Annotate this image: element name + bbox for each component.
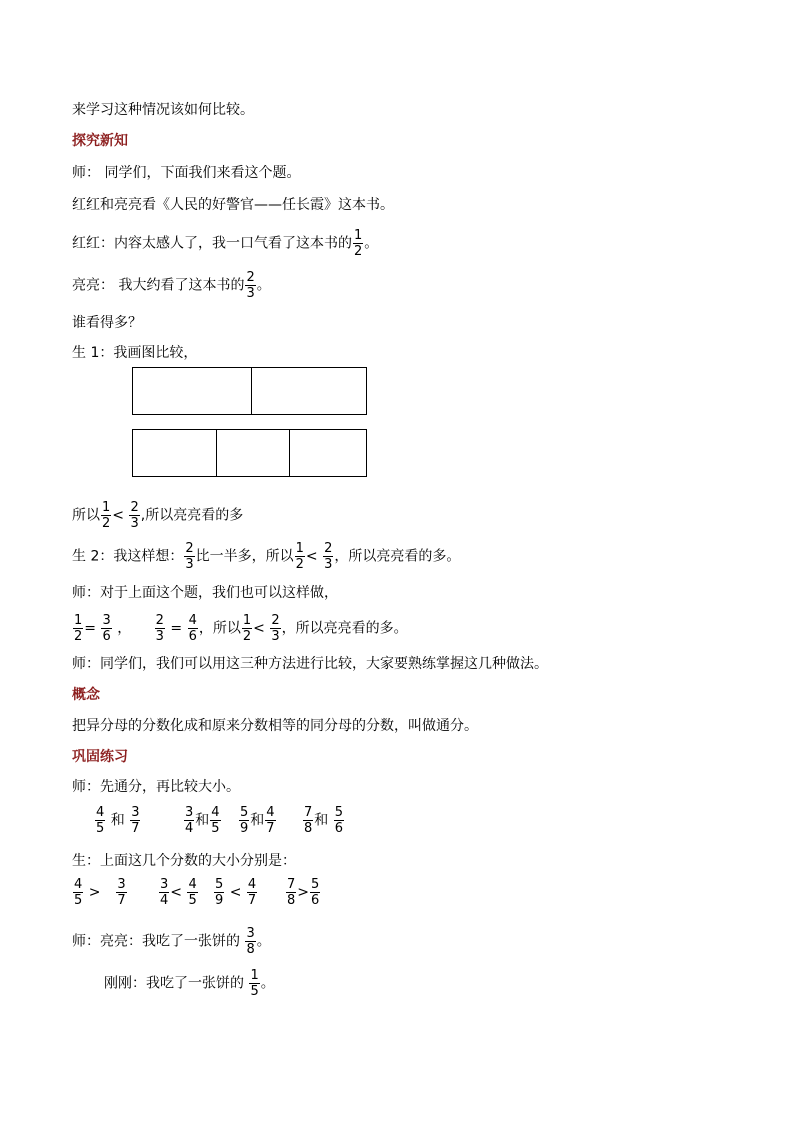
greater-than-sign: > [297, 884, 310, 901]
denominator: 2 [74, 629, 83, 644]
numerator: 4 [266, 805, 275, 820]
fraction [101, 613, 111, 644]
numerator: 5 [240, 805, 249, 820]
numerator: 4 [211, 805, 220, 820]
fraction-bar-halves [132, 367, 367, 415]
comparison-result [285, 877, 321, 908]
denominator: 9 [215, 893, 224, 908]
intro-text: 来学习这种情况该如何比较。 [72, 102, 254, 118]
fraction [159, 877, 169, 908]
heading-practice: 巩固练习 [72, 749, 128, 765]
numerator: 2 [271, 613, 280, 628]
denominator: 4 [160, 893, 169, 908]
practice-pair [94, 805, 141, 836]
text: 刚刚：我吃了一张饼的 [104, 975, 244, 992]
student1-line: 生 1：我画图比较， [72, 345, 198, 361]
numerator: 4 [188, 613, 197, 628]
fraction [310, 877, 320, 908]
equals-sign: = [170, 620, 183, 637]
numerator: 3 [117, 877, 126, 892]
liangliang-text: 亮亮： 我大约看了这本书的 [72, 277, 245, 294]
numerator: 1 [74, 613, 83, 628]
denominator: 9 [240, 821, 249, 836]
bar-divider [289, 430, 290, 476]
teacher-line-1: 师： 同学们，下面我们来看这个题。 [72, 165, 301, 181]
denominator: 6 [102, 629, 111, 644]
denominator: 8 [246, 942, 255, 957]
numerator: 1 [242, 613, 252, 628]
numerator: 1 [295, 541, 304, 556]
concept-definition: 把异分母的分数化成和原来分数相等的同分母的分数，叫做通分。 [72, 718, 478, 734]
denominator: 5 [211, 821, 220, 836]
punctuation: 。 [256, 933, 271, 950]
numerator: 2 [185, 541, 194, 556]
numerator: 2 [324, 541, 333, 556]
numerator: 5 [334, 805, 344, 820]
text: ,所以亮亮看的多 [140, 507, 244, 524]
fraction [155, 613, 165, 644]
student2-line [72, 541, 460, 572]
text: ，所以亮亮看的多。 [334, 548, 461, 565]
fraction [323, 541, 333, 572]
numerator: 2 [130, 500, 139, 515]
denominator: 2 [102, 516, 111, 531]
text: 师：亮亮：我吃了一张饼的 [72, 933, 240, 950]
fraction [353, 228, 363, 259]
numerator: 1 [250, 968, 259, 983]
text: 所以 [72, 507, 100, 524]
teacher-line-5 [72, 926, 271, 957]
denominator: 5 [74, 893, 83, 908]
fraction [129, 500, 139, 531]
numerator: 3 [160, 877, 169, 892]
denominator: 7 [266, 821, 275, 836]
denominator: 6 [334, 821, 344, 836]
numerator: 5 [215, 877, 224, 892]
less-than-sign: < [170, 884, 183, 901]
punctuation: 。 [364, 235, 379, 252]
numerator: 3 [246, 926, 255, 941]
punctuation: 。 [260, 975, 275, 992]
fraction [130, 805, 140, 836]
fraction [214, 877, 224, 908]
teacher-line-4: 师：先通分，再比较大小。 [72, 779, 240, 795]
numerator: 5 [311, 877, 320, 892]
denominator: 3 [324, 557, 333, 572]
numerator: 3 [131, 805, 140, 820]
teacher-line-2: 师：对于上面这个题，我们也可以这样做， [72, 585, 338, 601]
numerator: 4 [96, 805, 105, 820]
text: 比一半多，所以 [195, 548, 294, 565]
separator: ， [117, 620, 132, 637]
text: ，所以亮亮看的多。 [281, 620, 408, 637]
numerator: 4 [188, 877, 197, 892]
denominator: 3 [130, 516, 139, 531]
and-word: 和 [314, 812, 329, 829]
and-word: 和 [110, 812, 125, 829]
denominator: 2 [295, 557, 304, 572]
fraction [265, 805, 275, 836]
fraction [116, 877, 126, 908]
equation-line [72, 613, 408, 644]
practice-pair [183, 805, 222, 836]
denominator: 4 [185, 821, 194, 836]
denominator: 3 [155, 629, 164, 644]
practice-pair [302, 805, 345, 836]
fraction [270, 613, 280, 644]
gang-line [104, 968, 275, 999]
teacher-line-3: 师：同学们，我们可以用这三种方法进行比较，大家要熟练掌握这几种做法。 [72, 656, 548, 672]
and-word: 和 [250, 812, 265, 829]
fraction [239, 805, 249, 836]
denominator: 5 [188, 893, 197, 908]
denominator: 5 [96, 821, 105, 836]
and-word: 和 [195, 812, 210, 829]
practice-pair [238, 805, 277, 836]
denominator: 5 [250, 984, 259, 999]
text: 生 2：我这样想： [72, 548, 184, 565]
student3-line: 生：上面这几个分数的大小分别是： [72, 853, 296, 869]
fraction [188, 613, 198, 644]
less-than-sign: < [229, 884, 242, 901]
heading-explore: 探究新知 [72, 133, 128, 149]
denominator: 7 [131, 821, 140, 836]
denominator: 6 [311, 893, 320, 908]
denominator: 7 [117, 893, 126, 908]
conclusion-line-1 [72, 500, 243, 531]
fraction [187, 877, 197, 908]
equals-sign: = [84, 620, 97, 637]
fraction [303, 805, 313, 836]
honghong-text: 红红：内容太感人了，我一口气看了这本书的 [72, 235, 352, 252]
numerator: 2 [155, 613, 164, 628]
denominator: 3 [271, 629, 280, 644]
less-than-sign: < [305, 548, 318, 565]
fraction [184, 541, 194, 572]
numerator: 2 [246, 270, 255, 285]
punctuation: 。 [256, 277, 271, 294]
denominator: 6 [188, 629, 197, 644]
greater-than-sign: > [88, 884, 101, 901]
fraction [334, 805, 344, 836]
fraction [95, 805, 105, 836]
denominator: 2 [242, 629, 252, 644]
bar-divider [251, 368, 252, 414]
numerator: 1 [354, 228, 363, 243]
fraction [295, 541, 305, 572]
story-line: 红红和亮亮看《人民的好警官——任长霞》这本书。 [72, 197, 394, 213]
denominator: 3 [246, 286, 255, 301]
denominator: 7 [247, 893, 257, 908]
fraction [249, 968, 259, 999]
fraction [101, 500, 111, 531]
text: ，所以 [198, 620, 241, 637]
comparison-result [213, 877, 258, 908]
comparison-result [72, 877, 128, 908]
liangliang-line [72, 270, 271, 301]
honghong-line [72, 228, 378, 259]
fraction [184, 805, 194, 836]
fraction [210, 805, 220, 836]
denominator: 8 [304, 821, 313, 836]
less-than-sign: < [253, 620, 265, 637]
numerator: 7 [304, 805, 313, 820]
numerator: 3 [185, 805, 194, 820]
numerator: 4 [247, 877, 257, 892]
question-line: 谁看得多？ [72, 315, 142, 331]
numerator: 4 [74, 877, 83, 892]
denominator: 3 [185, 557, 194, 572]
comparison-result [158, 877, 199, 908]
fraction [245, 926, 255, 957]
fraction [242, 613, 252, 644]
fraction [245, 270, 255, 301]
heading-concept: 概念 [72, 687, 100, 703]
numerator: 7 [287, 877, 296, 892]
fraction [73, 877, 83, 908]
fraction [286, 877, 296, 908]
fraction [73, 613, 83, 644]
numerator: 1 [102, 500, 111, 515]
less-than-sign: < [112, 507, 125, 524]
denominator: 8 [287, 893, 296, 908]
fraction-bar-thirds [132, 429, 367, 477]
numerator: 3 [102, 613, 111, 628]
bar-divider [216, 430, 217, 476]
denominator: 2 [354, 244, 363, 259]
fraction [247, 877, 257, 908]
